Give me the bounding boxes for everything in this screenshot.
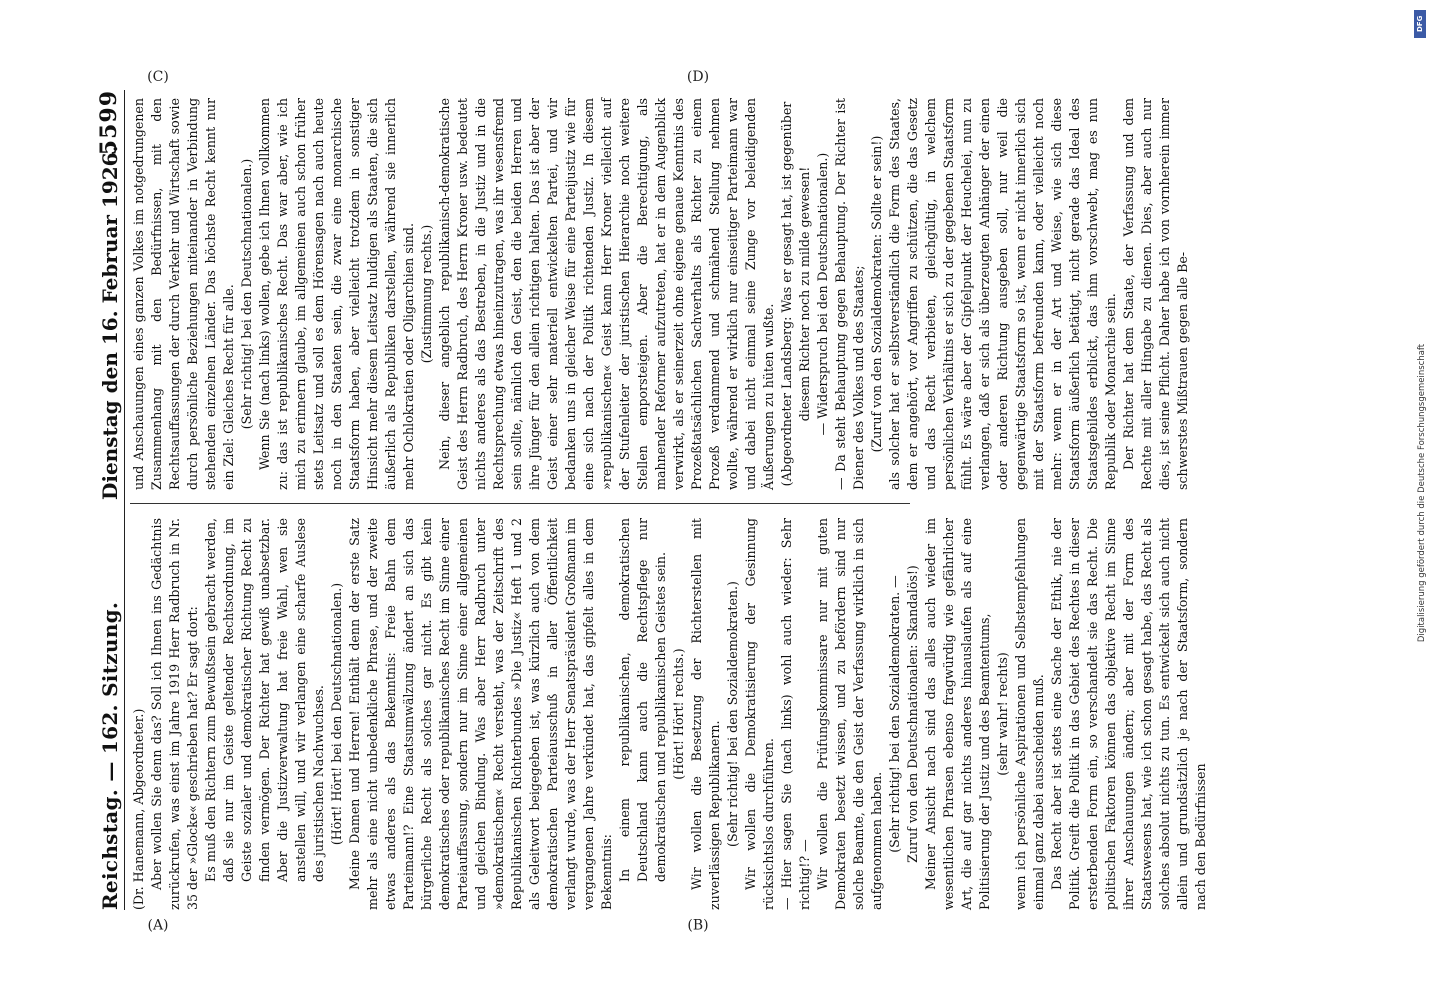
paragraph: Meiner Ansicht nach sind das alles auch wieder im wesentlichen Phrasen ebenso fragwürdig wie gefährlicher Art, die auf gar nichts anderes hinauslaufen als auf eine Politisierung der Justiz und des Beamtentums, bbox=[923, 518, 992, 910]
interjection: (Hört! Hört! bei den Deutschnationalen.) bbox=[329, 582, 344, 846]
header-date: Dienstag den 16. Februar 1926. bbox=[98, 145, 122, 500]
paragraph: und Anschauungen eines ganzen Volkes im notgedrungenen Zusammenhang mit den Bedürfnissen, mit den Rechtsauffassungen der durch Verkehr und Wirtschaft sowie durch persönliche Beziehungen miteinander in Verbindung stehenden einzelnen Länder. Das höchste Recht kennt nur ein Ziel: Gleiches Recht für alle. bbox=[131, 98, 236, 490]
interjection: (Sehr richtig! bei den Sozialdemokraten. — bbox=[887, 575, 902, 853]
interjection: Zuruf von den Deutschnationalen: Skandalös!) bbox=[905, 565, 920, 863]
interjection: (Sehr richtig! bei den Deutschnationalen.) bbox=[239, 158, 254, 430]
margin-mark-d: (D) bbox=[686, 68, 710, 85]
dfg-notice: Digitalisierung gefördert durch die Deutsche Forschungsgemeinschaft bbox=[1417, 343, 1427, 643]
paragraph: Wir wollen die Besetzung der Richterstellen mit zuverlässigen Republikanern. bbox=[689, 518, 722, 910]
paragraph: Meine Damen und Herren! Enthält denn der erste Satz mehr als eine nicht unbedenkliche Phrase, und der zweite etwas anderes als das Bekenntnis: Freie Bahn dem Parteimann!? Eine Staatsumwälzung ändert an sich das bürgerliche Recht als solches gar nicht. Es gibt kein demokratisches oder republikanisches Recht im Sinne einer Parteiauffassung, sondern nur im Sinne einer allgemeinen und gleichen Bindung. Was aber Herr Radbruch unter »demokratischem« Recht versteht, was der Zeitschrift des Republikanischen Richterbundes »Die Justiz« Heft 1 und 2 als Geleitwort beigegeben ist, was kürzlich auch von dem demokratischen Parteiausschuß in aller Öffentlichkeit verlangt wurde, was der Herr Senatspräsident Großmann im vergangenen Jahre verkündet hat, das gipfelt alles in dem Bekenntnis: bbox=[347, 518, 614, 910]
quotation: In einem republikanischen, demokratischen Deutschland kann auch die Rechtspflege nur demokratischen und republikanischen Geistes sein. bbox=[617, 518, 668, 882]
interjection: (sehr wahr! rechts) bbox=[995, 652, 1010, 776]
interjection: (Sehr richtig! bei den Sozialdemokraten.) bbox=[725, 581, 740, 847]
paragraph: wenn ich persönliche Aspirationen und Selbstempfehlungen einmal ganz dabei ausscheiden muß. bbox=[1013, 518, 1046, 910]
left-column bbox=[130, 518, 1208, 910]
quotation: Es muß den Richtern zum Bewußtsein gebracht werden, daß sie nur im Geiste geltender Rechtsordnung, im Geiste sozialer und demokratischer Richtung Recht zu finden vermögen. Der Richter hat gewiß unabsetzbar. Aber die Justizverwaltung hat freie Wahl, wen sie anstellen will, und wir verlangen eine scharfe Auslese des juristischen Nachwuchses. bbox=[203, 518, 326, 882]
paragraph: Der Richter hat dem Staate, der Verfassung und dem Rechte mit aller Hingabe zu dienen. Dies, aber auch nur dies, ist seine Pflicht. Daher habe ich von vornherein immer schwerstes Mißtrauen gegen alle Be- bbox=[1121, 98, 1190, 490]
dfg-sidebar bbox=[1412, 8, 1428, 993]
speaker-line: (Dr. Hanemann, Abgeordneter.) bbox=[131, 708, 146, 910]
paragraph: Wenn Sie (nach links) wollen, gebe ich Ihnen vollkommen zu: das ist republikanisches Recht. Das war aber, wie ich mich zu erinnern glaube, im allgemeinen auch schon früher stets Leitsatz und soll es dem Hörensagen nach auch heute noch in den Staaten sein, die zwar eine monarchische Staatsform haben, aber vielleicht trotzdem in sonstiger Hinsicht mehr diesem Leitsatz huldigen als Staaten, die sich äußerlich als Republiken darstellen, während sie innerlich mehr Ochlokratien oder Oligarchien sind. bbox=[257, 98, 416, 490]
interjection: — Widerspruch bei den Deutschnationalen.) bbox=[815, 152, 830, 436]
right-column bbox=[130, 98, 1190, 490]
margin-mark-b: (B) bbox=[687, 917, 709, 934]
paragraph: Aber wollen Sie denn das? Soll ich Ihnen ins Gedächtnis zurückrufen, was einst im Jahre 1919 Herr Radbruch in Nr. 35 der »Glocke« geschrieben hat? Er sagt dort: bbox=[149, 518, 200, 910]
interjection: (Abgeordneter Landsberg: Was er gesagt hat, ist gegenüber diesem Richter noch zu milde gewesen! bbox=[779, 101, 812, 487]
header-session: Reichstag. — 162. Sitzung. bbox=[98, 601, 122, 910]
dfg-logo: DFG bbox=[1414, 10, 1426, 38]
margin-mark-a: (A) bbox=[147, 917, 169, 934]
page-number: 5599 bbox=[96, 90, 122, 156]
column-divider bbox=[130, 503, 910, 504]
paragraph: Nein, dieser angeblich republikanisch-demokratische Geist des Herrn Radbruch, des Herrn Kroner usw. bedeutet nichts anderes als das Bestreben, in die Justiz und in die Rechtsprechung etwas hineinzutragen, was ihr wesensfremd sein sollte, nämlich den Geist, den die beiden Herren und ihre Jünger für den allein richtigen halten. Das ist aber der Geist einer sehr materiell entwickelten Partei, und wir bedanken uns in gleicher Weise für eine Parteijustiz wie für eine sich nach der Politik richtenden Justiz. In diesem »republikanischen« Geist kann Herr Kroner vielleicht auf der Stufenleiter der juristischen Hierarchie noch weitere Stellen emporsteigen. Aber die Berechtigung, als mahnender Reformer aufzutreten, hat er in dem Augenblick verwirkt, als er seinerzeit ohne eigene genaue Kenntnis des Prozeßtatsächlichen Sachverhalts als Richter zu einem Prozeß verdammend und schmähend Stellung nehmen wollte, während er wirklich nur einseitiger Parteimann war und dabei nicht einmal seine Zunge vor beleidigenden Äußerungen zu hüten wußte. bbox=[437, 98, 776, 490]
interjection: (Hört! Hört! rechts.) bbox=[671, 648, 686, 780]
paragraph: Das Recht aber ist stets eine Sache der Ethik, nie der Politik. Greift die Politik in das Gebiet des Rechtes in dieser ersterbenden Form ein, so verschandelt sie das Recht. Die politischen Faktoren können das objektive Recht im Sinne ihrer Anschauungen ändern; aber mit der Form des Staatswesens hat, wie ich schon gesagt habe, das Recht als solches absolut nichts zu tun. Es entwickelt sich auch nicht allein und grundsätzlich je nach der Staatsform, sondern nach den Bedürfnissen bbox=[1049, 518, 1208, 910]
paragraph: — Hier sagen Sie (nach links) wohl auch wieder: Sehr richtig!? — bbox=[779, 518, 812, 910]
paragraph: Wir wollen die Demokratisierung der Gesinnung rücksichtslos durchführen. bbox=[743, 518, 776, 910]
paragraph: Wir wollen die Prüfungskommissare nur mit guten Demokraten besetzt wissen, und zu befördern sind nur solche Beamte, die den Geist der Verfassung wirklich in sich aufgenommen haben. bbox=[815, 518, 884, 910]
margin-mark-c: (C) bbox=[147, 69, 169, 86]
interjection: (Zustimmung rechts.) bbox=[419, 224, 434, 364]
page-header bbox=[90, 90, 125, 910]
rotated-page bbox=[90, 68, 1390, 934]
interjection: (Zuruf von den Sozialdemokraten: Sollte er sein!) bbox=[869, 135, 884, 453]
paragraph: als solcher hat er selbstverständlich die Form des Staates, dem er angehört, vor Angriffen zu schützen, die das Gesetz und das Recht verbieten, gleichgültig, in welchem persönlichen Verhältnis er sich zu der gegebenen Staatsform fühlt. Es wäre aber der Gipfelpunkt der Heuchelei, nun zu verlangen, daß er sich als überzeugten Anhänger der einen oder anderen Richtung ausgeben soll, nur weil die gegenwärtige Staatsform so ist, wenn er nicht innerlich sich mit der Staatsform befreunden kann, oder vielleicht noch mehr: wenn er in der Art und Weise, wie sich diese Staatsform äußerlich betätigt, nicht gerade das Ideal des Staatsgebildes erblickt, das ihm vorschwebt, mag es nun Republik oder Monarchie sein. bbox=[887, 98, 1118, 490]
paragraph: — Da steht Behauptung gegen Behauptung. Der Richter ist Diener des Volkes und des Staates; bbox=[833, 98, 866, 490]
